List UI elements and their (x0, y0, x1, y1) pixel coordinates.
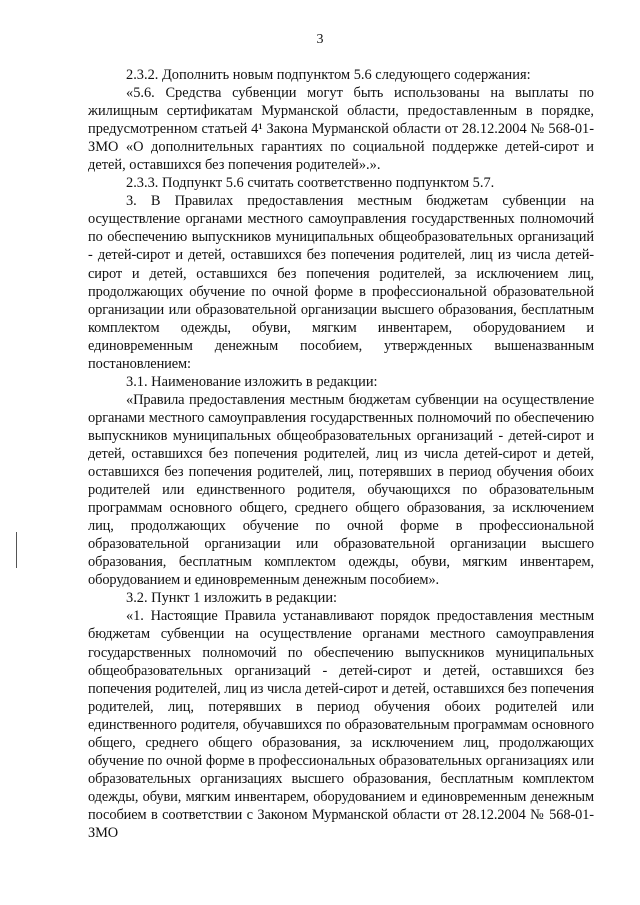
paragraph-3: 3. В Правилах предоставления местным бюджетам субвенции на осуществление органами местного самоуправления государственных полномочий по обеспечению выпускников муниципальных общеобразовательных организаций - детей-сирот и детей, оставшихся без попечения родителей, лиц из числа детей-сирот и детей, оставшихся без попечения родителей, за исключением лиц, продолжающих обучение по очной форме в профессиональной образовательной организации или образовательной организации высшего образования, бесплатным комплектом одежды, обуви, мягким инвентарем, оборудованием и единовременным денежным пособием, утвержденных вышеназванным постановлением: (88, 193, 594, 372)
paragraph-2-3-2: 2.3.2. Дополнить новым подпунктом 5.6 следующего содержания: (126, 67, 531, 83)
paragraph-point-1-quote: «1. Настоящие Правила устанавливают порядок предоставления местным бюджетам субвенции на осуществление органами местного самоуправления государственных полномочий по обеспечению выпускников муниципальных общеобразовательных организаций - детей-сирот и детей, оставшихся без попечения родителей, лиц из числа детей-сирот и детей, оставшихся без попечения родителей, лиц, потерявших в период обучения обоих родителей или единственного родителя, обучавшихся по образовательным программам основного общего, среднего общего образования, за исключением лиц, продолжающих обучение по очной форме в профессиональных образовательных организациях или образовательных организациях высшего образования, бесплатным комплектом одежды, обуви, мягким инвентарем, оборудованием и единовременным денежным пособием в соответствии с Законом Мурманской области от 28.12.2004 № 568-01-ЗМО (88, 608, 594, 841)
paragraph-3-2: 3.2. Пункт 1 изложить в редакции: (126, 590, 338, 607)
paragraph-rules-title-quote: «Правила предоставления местным бюджетам субвенции на осуществление органами местного самоуправления государственных полномочий по обеспечению выпускников муниципальных общеобразовательных организаций - детей-сирот и детей, оставшихся без попечения родителей, лиц из числа детей-сирот и детей, оставшихся без попечения родителей, лиц, потерявших в период обучения обоих родителей или единственного родителя, обучающихся по образовательным программам основного общего, среднего общего образования, за исключением лиц, продолжающих обучение по очной форме в профессиональной образовательной организации или образовательной организации высшего образования, бесплатным комплектом одежды, обуви, мягким инвентарем, оборудованием и единовременным денежным пособием». (88, 391, 594, 589)
page-number: 3 (316, 32, 324, 47)
paragraph-2-3-3: 2.3.3. Подпункт 5.6 считать соответственно подпунктом 5.7. (126, 175, 495, 192)
scan-margin-mark (16, 532, 17, 568)
paragraph-5-6-quote: «5.6. Средства субвенции могут быть использованы на выплаты по жилищным сертификатам Мурманской области, предоставленным в порядке, предусмотренном статьей 4¹ Закона Мурманской области от 28.12.2004 № 568-01-ЗМО «О дополнительных гарантиях по социальной поддержке детей-сирот и детей, оставшихся без попечения родителей».». (88, 85, 594, 174)
document-body (88, 66, 594, 842)
paragraph-3-1: 3.1. Наименование изложить в редакции: (126, 373, 378, 390)
